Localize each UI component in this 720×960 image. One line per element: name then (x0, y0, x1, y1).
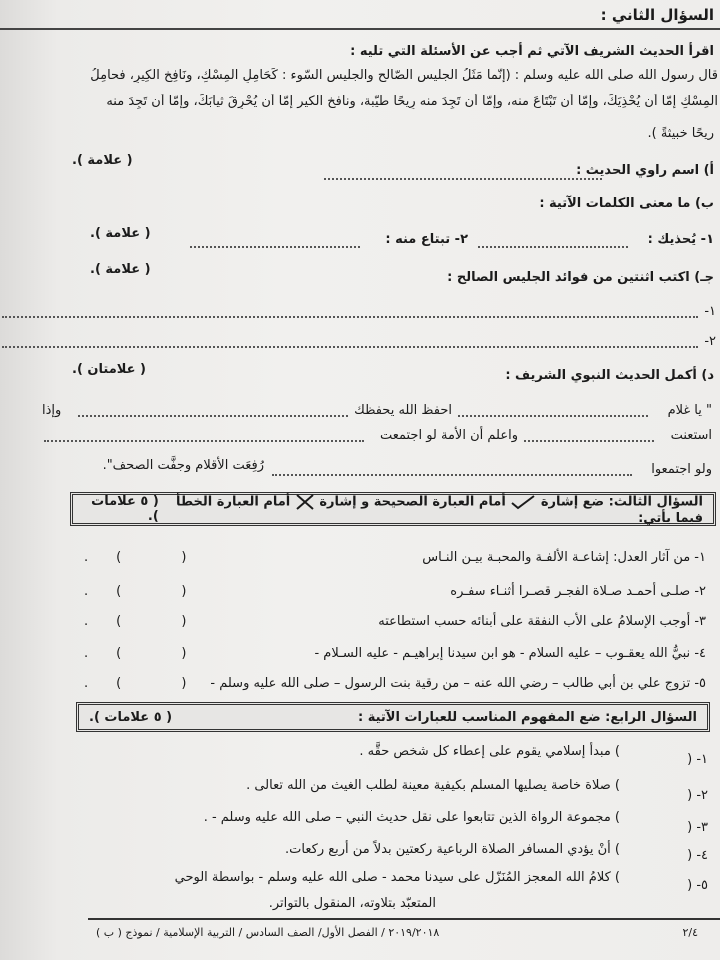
q2c-line-2[interactable] (2, 346, 698, 348)
hadith-line-1: قال رسول الله صلى الله عليه وسلم : (إنّما مَثَلُ الجليس الصّالح والجليس السّوء : كَحَامِلِ المِسْكِ، ونَافِخِ الكِيرِ، فحامِلُ (90, 68, 718, 83)
q4-num-4: ٤- ( (687, 848, 708, 863)
q4-num-1: ١- ( (687, 752, 708, 767)
q2b-item1-line[interactable] (478, 246, 628, 248)
q4-num-2: ٢- ( (687, 788, 708, 803)
q3-item-5: ٥- تزوج علي بن أبي طالب – رضي الله عنه – من رقية بنت الرسول – صلى الله عليه وسلم - (210, 676, 706, 691)
q3-item-1: ١- من آثار العدل: إشاعـة الألفـة والمحبـة بيـن النـاس (422, 550, 706, 565)
q2b-label: ب) ما معنى الكلمات الآتية : (539, 196, 714, 211)
q3-item-4: ٤- نبيُّ الله يعقـوب – عليه السلام - هو ابن سيدنا إبراهيـم - عليه السـلام - (314, 646, 706, 661)
q2d-label: د) أكمل الحديث النبوي الشريف : (505, 368, 714, 383)
q2b-item2: ٢- تبتاع منه : (385, 232, 468, 247)
q3-heading-b: أمام العبارة الصحيحة و إشارة (319, 494, 506, 509)
q2d-line1-c: وإذا (42, 403, 62, 418)
q3-answer-5[interactable]: ( ). (84, 676, 215, 691)
q4-mark: ( ٥ علامات ). (89, 709, 173, 725)
q3-answer-3[interactable]: ( ). (84, 614, 215, 629)
q3-heading-c: أمام العبارة الخطأ فيما يأتي: (176, 494, 703, 526)
q4-item-2: ) صلاة خاصة يصليها المسلم بكيفية معينة لطلب الغيث من الله تعالى . (246, 778, 620, 793)
q2b-item1: ١- يُحذيك : (647, 232, 714, 247)
q4-heading-box (76, 702, 710, 732)
q4-num-3: ٣- ( (687, 820, 708, 835)
q2d-line2-b: واعلم أن الأمة لو اجتمعت (379, 428, 518, 443)
q2d-line3-b: رُفِعَت الأقلام وجفَّت الصحف". (102, 458, 264, 473)
q4-item-4: ) أنْ يؤدي المسافر الصلاة الرباعية ركعتين بدلاً من أربع ركعات. (285, 842, 620, 857)
q3-heading-box (70, 492, 716, 526)
section-title: السؤال الثاني : (600, 6, 714, 24)
q2c-num-1: ١- (704, 304, 716, 319)
q2b-mark: ( علامة ). (90, 226, 151, 241)
heading-rule (0, 28, 720, 30)
hadith-line-2: المِسْكِ إمّا أن يُحْذِيَكَ، وإمّا أن تَبْتَاعَ منه، وإمّا أن تَجِدَ منه رِيحًا طيّبة، ونافخ الكير إمّا أن يُحْرِقَ ثيابَكَ، وإمّا أن تَجِدَ منه (106, 94, 718, 109)
q2c-label: جـ) اكتب اثنتين من فوائد الجليس الصالح : (447, 270, 714, 285)
q2d-blank-2[interactable] (78, 415, 348, 417)
cross-mark-icon (295, 493, 315, 511)
page-number: ٢/٤ (682, 926, 698, 939)
q3-answer-2[interactable]: ( ). (84, 584, 215, 599)
q2c-num-2: ٢- (704, 334, 716, 349)
q4-item-5-cont: المتعبّد بتلاوته، المنقول بالتواتر. (268, 896, 436, 911)
footer-text: ٢٠١٩/٢٠١٨ / الفصل الأول/ الصف السادس / التربية الإسلامية / نموذج ( ب ) (96, 926, 440, 939)
q2d-blank-4[interactable] (44, 440, 364, 442)
q3-heading (159, 493, 703, 526)
q3-answer-1[interactable]: ( ). (84, 550, 215, 565)
q2d-line2-a: استعنت (670, 428, 712, 443)
q2c-mark: ( علامة ). (90, 262, 151, 277)
check-mark-icon (510, 494, 536, 510)
q4-item-1: ) مبدأ إسلامي يقوم على إعطاء كل شخص حقَّه . (359, 744, 620, 759)
hadith-line-3: ريحًا خبيثةً ). (647, 126, 714, 141)
q2d-blank-3[interactable] (524, 440, 654, 442)
q4-num-5: ٥- ( (687, 878, 708, 893)
q2d-mark: ( علامتان ). (72, 362, 146, 377)
q2a-answer-line[interactable] (324, 178, 602, 180)
q3-heading-a: السؤال الثالث: ضع إشارة (540, 494, 703, 509)
q2c-line-1[interactable] (2, 316, 698, 318)
q4-heading: السؤال الرابع: ضع المفهوم المناسب للعبارات الآتية : (358, 709, 697, 725)
q2-intro: اقرأ الحديث الشريف الآتي ثم أجب عن الأسئلة التي تليه : (350, 44, 714, 59)
q3-item-2: ٢- صلـى أحمـد صـلاة الفجـر قصـرا أثنـاء سفـره (450, 584, 706, 599)
q2d-line3-a: ولو اجتمعوا (651, 462, 712, 477)
q4-item-3: ) مجموعة الرواة الذين تتابعوا على نقل حديث النبي – صلى الله عليه وسلم - . (203, 810, 620, 825)
q3-mark: ( ٥ علامات ). (91, 494, 159, 524)
q2a-label: أ) اسم راوي الحديث : (576, 163, 714, 178)
q2a-mark: ( علامة ). (72, 153, 133, 168)
q3-item-3: ٣- أوجب الإسلامُ على الأب النفقة على أبنائه حسب استطاعته (378, 614, 706, 629)
q2d-blank-1[interactable] (458, 415, 648, 417)
footer-rule (88, 918, 720, 920)
q3-answer-4[interactable]: ( ). (84, 646, 215, 661)
q2d-line1-b: احفظ الله يحفظك (354, 403, 452, 418)
q2b-item2-line[interactable] (190, 246, 360, 248)
q2d-blank-5[interactable] (272, 474, 632, 476)
q2d-line1-a: " يا غلام (667, 403, 712, 418)
q4-item-5: ) كلامُ الله المعجز المُنَزّل على سيدنا محمد - صلى الله عليه وسلم - بواسطة الوحي (174, 870, 620, 885)
